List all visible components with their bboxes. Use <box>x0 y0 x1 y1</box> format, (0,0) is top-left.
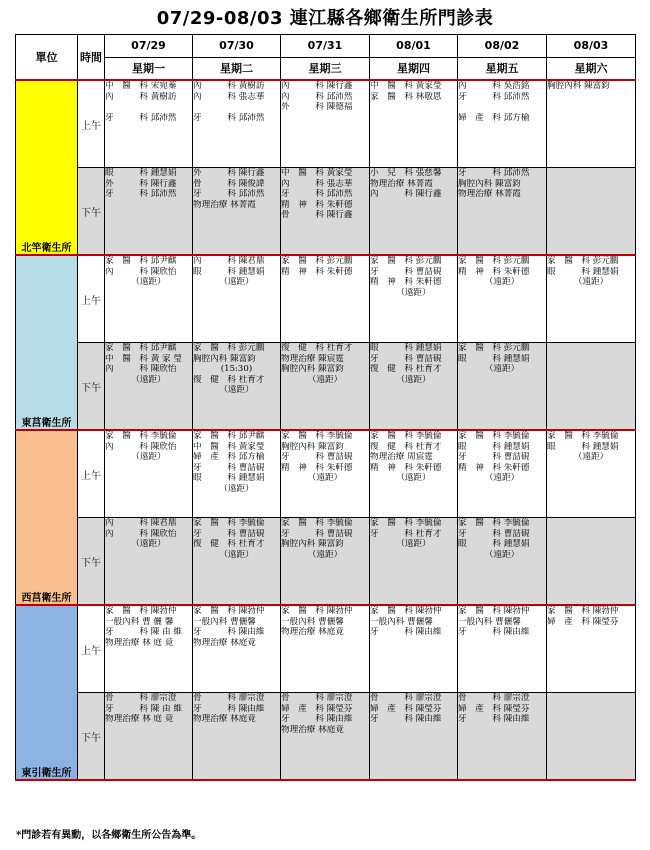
clinic-entry <box>105 102 192 113</box>
clinic-entry: 牙 科 邱沛然 <box>458 168 530 178</box>
clinic-entry: （遠距） <box>484 277 520 288</box>
clinic-entry: 精 神 科 朱軒德 <box>281 462 353 473</box>
clinic-entry: 胸腔內科 陳富鈞 <box>193 353 256 364</box>
clinic-entry: 眼 科 鍾慧娟 <box>370 343 442 353</box>
schedule-cell <box>370 255 458 343</box>
schedule-cell <box>281 605 370 693</box>
clinic-entry: 家 醫 科 李毓倫 <box>547 431 619 441</box>
day-header <box>547 35 636 81</box>
clinic-entry: 物理治療 林菁霞 <box>370 178 433 189</box>
unit-name: 東引衛生所 <box>16 605 78 780</box>
clinic-entry: 物理治療 林菁霞 <box>458 189 521 200</box>
page-title: 07/29-08/03 連江縣各鄉衛生所門診表 <box>156 8 494 29</box>
schedule-cell <box>547 430 636 518</box>
clinic-entry: 內 科 張志華 <box>193 91 265 102</box>
schedule-cell <box>281 693 370 781</box>
clinic-entry: 眼 科 鍾慧娟 <box>458 353 530 364</box>
clinic-entry: 牙 科 陳由維 <box>370 627 442 638</box>
clinic-entry <box>193 102 280 113</box>
schedule-cell <box>547 255 636 343</box>
clinic-entry: 婦 產 科 陳瑩芬 <box>281 703 353 714</box>
header-row <box>16 35 636 81</box>
clinic-entry: 家 醫 科 李毓倫 <box>193 518 265 528</box>
clinic-entry: 精 神 科 朱軒德 <box>370 462 442 473</box>
schedule-cell <box>458 168 547 256</box>
schedule-row <box>16 518 636 606</box>
clinic-entry: 牙 科 邱沛然 <box>193 189 265 200</box>
schedule-cell <box>193 343 281 431</box>
clinic-entry: 牙 科 陳 由 維 <box>105 627 182 638</box>
clinic-entry: 牙 科 曹詰硯 <box>193 462 265 473</box>
clinic-entry: 家 醫 科 李毓倫 <box>281 431 353 441</box>
clinic-entry: 精 神 科 朱軒德 <box>281 266 353 277</box>
clinic-entry: 家 醫 科 彭元鵬 <box>370 256 442 266</box>
clinic-entry: 外 科 陳德福 <box>281 102 353 113</box>
schedule-cell <box>105 168 193 256</box>
clinic-entry: 牙 科 陳由維 <box>458 627 530 638</box>
schedule-cell <box>547 80 636 168</box>
clinic-entry: 眼 科 鍾慧娟 <box>193 473 265 484</box>
clinic-entry: 牙 科 曹詰硯 <box>193 528 265 539</box>
clinic-entry: （遠距） <box>307 549 343 560</box>
clinic-entry: 復 健 科 杜育才 <box>193 374 265 385</box>
clinic-entry: 復 健 科 杜育才 <box>370 364 442 375</box>
schedule-cell <box>547 693 636 781</box>
day-header <box>370 35 458 81</box>
day-weekday: 星期二 <box>220 62 253 75</box>
clinic-entry: 骨 科 廖宗澄 <box>281 693 353 703</box>
clinic-entry: 牙 科 杜育才 <box>370 528 442 539</box>
period-am: 上午 <box>78 430 105 518</box>
clinic-entry: 物理治療 林 庭 竟 <box>105 714 174 725</box>
schedule-cell <box>105 605 193 693</box>
day-date: 07/31 <box>281 35 369 58</box>
clinic-entry: 牙 科 曹詰硯 <box>370 266 442 277</box>
clinic-entry: 眼 科 鍾慧娟 <box>105 168 177 178</box>
clinic-entry: 家 醫 科 彭元鵬 <box>193 343 265 353</box>
day-weekday: 星期一 <box>132 62 165 75</box>
clinic-entry: （遠距） <box>396 539 431 550</box>
clinic-entry: 內 科 陳欣怡 <box>105 441 177 452</box>
clinic-entry: （遠距） <box>396 473 431 484</box>
day-weekday: 星期六 <box>574 62 608 75</box>
clinic-entry: (15:30) <box>220 364 253 375</box>
clinic-entry: 物理治療 林庭竟 <box>281 724 344 735</box>
clinic-entry: 家 醫 科 邱尹麒 <box>105 343 177 353</box>
clinic-entry <box>458 102 546 113</box>
clinic-entry: （遠距） <box>396 287 431 298</box>
clinic-entry: 家 醫 科 彭元鵬 <box>281 256 353 266</box>
clinic-entry: 骨 科 廖宗澄 <box>193 693 265 703</box>
clinic-entry: 牙 科 陳 由 維 <box>105 703 182 714</box>
clinic-entry: 牙 科 曹詰硯 <box>458 452 530 463</box>
clinic-entry: 家 醫 科 彭元鵬 <box>458 256 530 266</box>
clinic-entry: 一般內科 曹儷馨 <box>458 616 521 627</box>
schedule-cell <box>105 518 193 606</box>
schedule-cell <box>281 80 370 168</box>
clinic-entry: （遠距） <box>219 549 254 560</box>
clinic-entry: 復 健 科 杜育才 <box>281 343 353 353</box>
schedule-cell <box>193 518 281 606</box>
clinic-entry: 家 醫 科 陳勃仲 <box>193 606 265 616</box>
schedule-cell <box>193 80 281 168</box>
clinic-entry: 家 醫 科 李毓倫 <box>458 431 530 441</box>
clinic-entry: 一般內科 曹儷馨 <box>370 616 433 627</box>
clinic-entry: 胸腔內科 陳富鈞 <box>281 364 344 375</box>
clinic-entry: 家 醫 科 邱尹麒 <box>193 431 265 441</box>
schedule-cell <box>547 605 636 693</box>
schedule-cell <box>193 693 281 781</box>
clinic-entry: （遠距） <box>131 374 166 385</box>
clinic-entry: 物理治療 林 庭 竟 <box>105 637 174 648</box>
schedule-row <box>16 605 636 693</box>
clinic-entry: 家 醫 科 彭元鵬 <box>458 343 530 353</box>
schedule-cell <box>281 255 370 343</box>
clinic-entry: 物理治療 周宸霆 <box>370 452 433 463</box>
schedule-cell <box>370 343 458 431</box>
schedule-row <box>16 80 636 168</box>
schedule-cell <box>458 693 547 781</box>
clinic-entry: 中 醫 科 黃 家 瑩 <box>105 353 182 364</box>
clinic-entry: 家 醫 科 陳勃仲 <box>281 606 353 616</box>
clinic-entry: 家 醫 科 李毓倫 <box>370 431 442 441</box>
period-am: 上午 <box>78 605 105 693</box>
clinic-entry: 中 醫 科 黃家瑩 <box>193 441 265 452</box>
clinic-entry: 精 神 科 朱軒德 <box>281 199 353 210</box>
clinic-entry: 牙 科 陳由維 <box>193 627 265 638</box>
schedule-row <box>16 430 636 518</box>
schedule-cell <box>105 430 193 518</box>
unit-name: 北竿衛生所 <box>16 80 78 255</box>
period-am: 上午 <box>78 80 105 168</box>
clinic-entry: 內 科 陳行鑫 <box>281 81 353 91</box>
clinic-entry: 眼 科 鍾慧娟 <box>458 539 530 550</box>
schedule-cell <box>281 430 370 518</box>
schedule-cell <box>458 518 547 606</box>
clinic-entry: 一般內科 曹 儷 馨 <box>105 616 174 627</box>
clinic-entry: 家 醫 科 陳勃仲 <box>547 606 619 616</box>
schedule-row <box>16 168 636 256</box>
schedule-cell <box>370 693 458 781</box>
clinic-entry: 中 醫 科 黃家瑩 <box>281 168 353 178</box>
clinic-entry: 家 醫 科 林敬恩 <box>370 91 442 102</box>
day-header <box>193 35 281 81</box>
unit-name: 西莒衛生所 <box>16 430 78 605</box>
clinic-entry: （遠距） <box>484 364 520 375</box>
schedule-cell <box>547 518 636 606</box>
clinic-entry: （遠距） <box>484 549 520 560</box>
clinic-entry: 內 科 邱沛然 <box>281 91 353 102</box>
schedule-cell <box>370 430 458 518</box>
day-date: 08/01 <box>370 35 457 58</box>
clinic-entry: 胸腔內科 陳富鈞 <box>281 539 344 550</box>
unit-name: 東莒衛生所 <box>16 255 78 430</box>
clinic-entry: 一般內科 曹儷馨 <box>193 616 256 627</box>
footnote: *門診若有異動，以各鄉衛生所公告為準。 <box>16 830 202 841</box>
clinic-entry: 內 科 陳欣怡 <box>105 364 177 375</box>
schedule-cell <box>105 80 193 168</box>
clinic-entry: 婦 產 科 陳瑩芬 <box>547 616 619 627</box>
period-pm: 下午 <box>78 693 105 781</box>
schedule-cell <box>193 605 281 693</box>
day-date: 07/30 <box>193 35 280 58</box>
clinic-entry: 物理治療 林菁霞 <box>193 199 256 210</box>
unit-header: 單位 <box>16 35 78 81</box>
schedule-cell <box>458 255 547 343</box>
clinic-entry: （遠距） <box>131 452 166 463</box>
period-pm: 下午 <box>78 168 105 256</box>
clinic-entry: 物理治療 陳宸霆 <box>281 353 344 364</box>
day-weekday: 星期三 <box>308 62 342 75</box>
clinic-entry: 一般內科 曹儷馨 <box>281 616 344 627</box>
time-header: 時間 <box>78 35 105 81</box>
clinic-entry: 眼 科 鍾慧娟 <box>547 441 619 452</box>
clinic-entry: 物理治療 林庭竟 <box>193 637 256 648</box>
clinic-entry: 物理治療 林庭竟 <box>281 627 344 638</box>
clinic-entry: 內 科 黃樹訪 <box>105 91 177 102</box>
clinic-entry: 家 醫 科 李毓倫 <box>458 518 530 528</box>
schedule-row <box>16 255 636 343</box>
schedule-cell <box>193 255 281 343</box>
day-date: 08/03 <box>547 35 635 58</box>
clinic-entry: 精 神 科 朱軒德 <box>458 266 530 277</box>
clinic-entry: 外 科 陳行鑫 <box>105 178 177 189</box>
schedule-cell <box>281 168 370 256</box>
clinic-entry: 牙 科 曹詰硯 <box>281 528 353 539</box>
clinic-entry: （遠距） <box>219 277 254 288</box>
clinic-entry: （遠距） <box>484 473 520 484</box>
clinic-entry: 內 科 陳欣怡 <box>105 528 177 539</box>
schedule-cell <box>281 343 370 431</box>
clinic-entry: 眼 科 鍾慧娟 <box>547 266 619 277</box>
period-pm: 下午 <box>78 343 105 431</box>
schedule-cell <box>370 80 458 168</box>
clinic-entry: 婦 產 科 邱方榆 <box>458 112 530 123</box>
schedule-cell <box>281 518 370 606</box>
clinic-entry: 家 醫 科 李毓倫 <box>281 518 353 528</box>
clinic-entry: 婦 產 科 邱方榆 <box>193 452 265 463</box>
day-weekday: 星期五 <box>485 62 519 75</box>
schedule-body <box>16 80 636 780</box>
clinic-entry: 中 醫 科 宋宛蓁 <box>105 81 177 91</box>
clinic-entry: 家 醫 科 陳勃仲 <box>458 606 530 616</box>
schedule-cell <box>193 430 281 518</box>
clinic-entry: 骨 科 陳俊諱 <box>193 178 265 189</box>
clinic-entry: 婦 產 科 陳瑩芬 <box>458 703 530 714</box>
clinic-entry: （遠距） <box>219 483 254 494</box>
clinic-entry: 復 健 科 杜育才 <box>370 441 442 452</box>
clinic-entry: 牙 科 曹詰硯 <box>370 353 442 364</box>
clinic-entry: （遠距） <box>219 385 254 396</box>
schedule-cell <box>370 605 458 693</box>
day-header <box>281 35 370 81</box>
schedule-cell <box>105 693 193 781</box>
day-date: 07/29 <box>105 35 192 58</box>
clinic-entry: 牙 科 陳由維 <box>281 714 353 725</box>
clinic-entry: 牙 科 邱沛然 <box>105 189 177 200</box>
day-header <box>458 35 547 81</box>
clinic-entry: 婦 產 科 陳瑩芬 <box>370 703 442 714</box>
clinic-entry: 骨 科 廖宗澄 <box>458 693 530 703</box>
clinic-entry: 中 醫 科 黃家瑩 <box>370 81 442 91</box>
clinic-entry: 家 醫 科 陳勃仲 <box>370 606 442 616</box>
clinic-entry: 內 科 張志華 <box>281 178 353 189</box>
clinic-entry: 精 神 科 朱軒德 <box>370 277 442 288</box>
schedule-cell <box>105 255 193 343</box>
schedule-row <box>16 693 636 781</box>
clinic-entry: 內 科 黃樹訪 <box>193 81 265 91</box>
clinic-entry: 骨 科 廖宗澄 <box>105 693 177 703</box>
clinic-entry: （遠距） <box>396 374 431 385</box>
clinic-entry: 眼 科 鍾慧娟 <box>458 441 530 452</box>
clinic-entry: 胸腔內科 陳富鈞 <box>458 178 521 189</box>
day-weekday: 星期四 <box>397 62 430 75</box>
schedule-cell <box>458 80 547 168</box>
schedule-cell <box>547 168 636 256</box>
clinic-entry: 外 科 陳行鑫 <box>193 168 265 178</box>
clinic-entry: 內 科 陳君鼎 <box>105 518 177 528</box>
clinic-entry: 胸腔內科 陳富鈞 <box>281 441 344 452</box>
clinic-entry: 內 科 吳浩銘 <box>458 81 530 91</box>
clinic-entry: 家 醫 科 李毓倫 <box>370 518 442 528</box>
day-date: 08/02 <box>458 35 546 58</box>
day-header <box>105 35 193 81</box>
clinic-entry: 牙 科 曹詰硯 <box>458 528 530 539</box>
clinic-entry: 復 健 科 杜育才 <box>193 539 265 550</box>
clinic-entry: 牙 科 陳由維 <box>193 703 265 714</box>
clinic-entry: 家 醫 科 邱尹麒 <box>105 256 177 266</box>
period-am: 上午 <box>78 255 105 343</box>
clinic-entry: 小 兒 科 張慈馨 <box>370 168 442 178</box>
clinic-entry: 物理治療 林庭竟 <box>193 714 256 725</box>
clinic-entry: 牙 科 陳由維 <box>458 714 530 725</box>
schedule-cell <box>458 343 547 431</box>
clinic-entry: 精 神 科 朱軒德 <box>458 462 530 473</box>
schedule-cell <box>105 343 193 431</box>
clinic-entry: 牙 科 邱沛然 <box>458 91 530 102</box>
clinic-entry: 骨 科 陳行鑫 <box>281 210 353 221</box>
schedule-cell <box>547 343 636 431</box>
schedule-cell <box>458 430 547 518</box>
clinic-entry: （遠距） <box>131 277 166 288</box>
schedule-cell <box>193 168 281 256</box>
clinic-entry: 家 醫 科 彭元鵬 <box>547 256 619 266</box>
period-pm: 下午 <box>78 518 105 606</box>
clinic-entry: 胸腔內科 陳富鈞 <box>547 81 610 91</box>
clinic-entry: 家 醫 科 陳勃仲 <box>105 606 177 616</box>
clinic-entry: （遠距） <box>573 277 609 288</box>
schedule-cell <box>370 168 458 256</box>
clinic-entry: 家 醫 科 李毓倫 <box>105 431 177 441</box>
clinic-entry: 內 科 陳欣怡 <box>105 266 177 277</box>
clinic-entry: （遠距） <box>131 539 166 550</box>
clinic-entry: 牙 科 邱沛然 <box>105 112 177 123</box>
clinic-entry: （遠距） <box>307 374 343 385</box>
schedule-row <box>16 343 636 431</box>
clinic-entry: 牙 科 陳由維 <box>370 714 442 725</box>
schedule-cell <box>458 605 547 693</box>
clinic-entry: 牙 科 曹詰硯 <box>281 452 353 463</box>
clinic-entry: 骨 科 廖宗澄 <box>370 693 442 703</box>
clinic-entry: 眼 科 鍾慧娟 <box>193 266 265 277</box>
schedule-cell <box>370 518 458 606</box>
clinic-entry: （遠距） <box>573 452 609 463</box>
clinic-entry: （遠距） <box>307 473 343 484</box>
schedule-table <box>15 34 636 781</box>
clinic-entry: 內 科 陳君鼎 <box>193 256 265 266</box>
clinic-entry: 內 科 陳行鑫 <box>370 189 442 200</box>
clinic-entry: 牙 科 邱沛然 <box>193 112 265 123</box>
clinic-entry: 牙 科 邱沛然 <box>281 189 353 200</box>
